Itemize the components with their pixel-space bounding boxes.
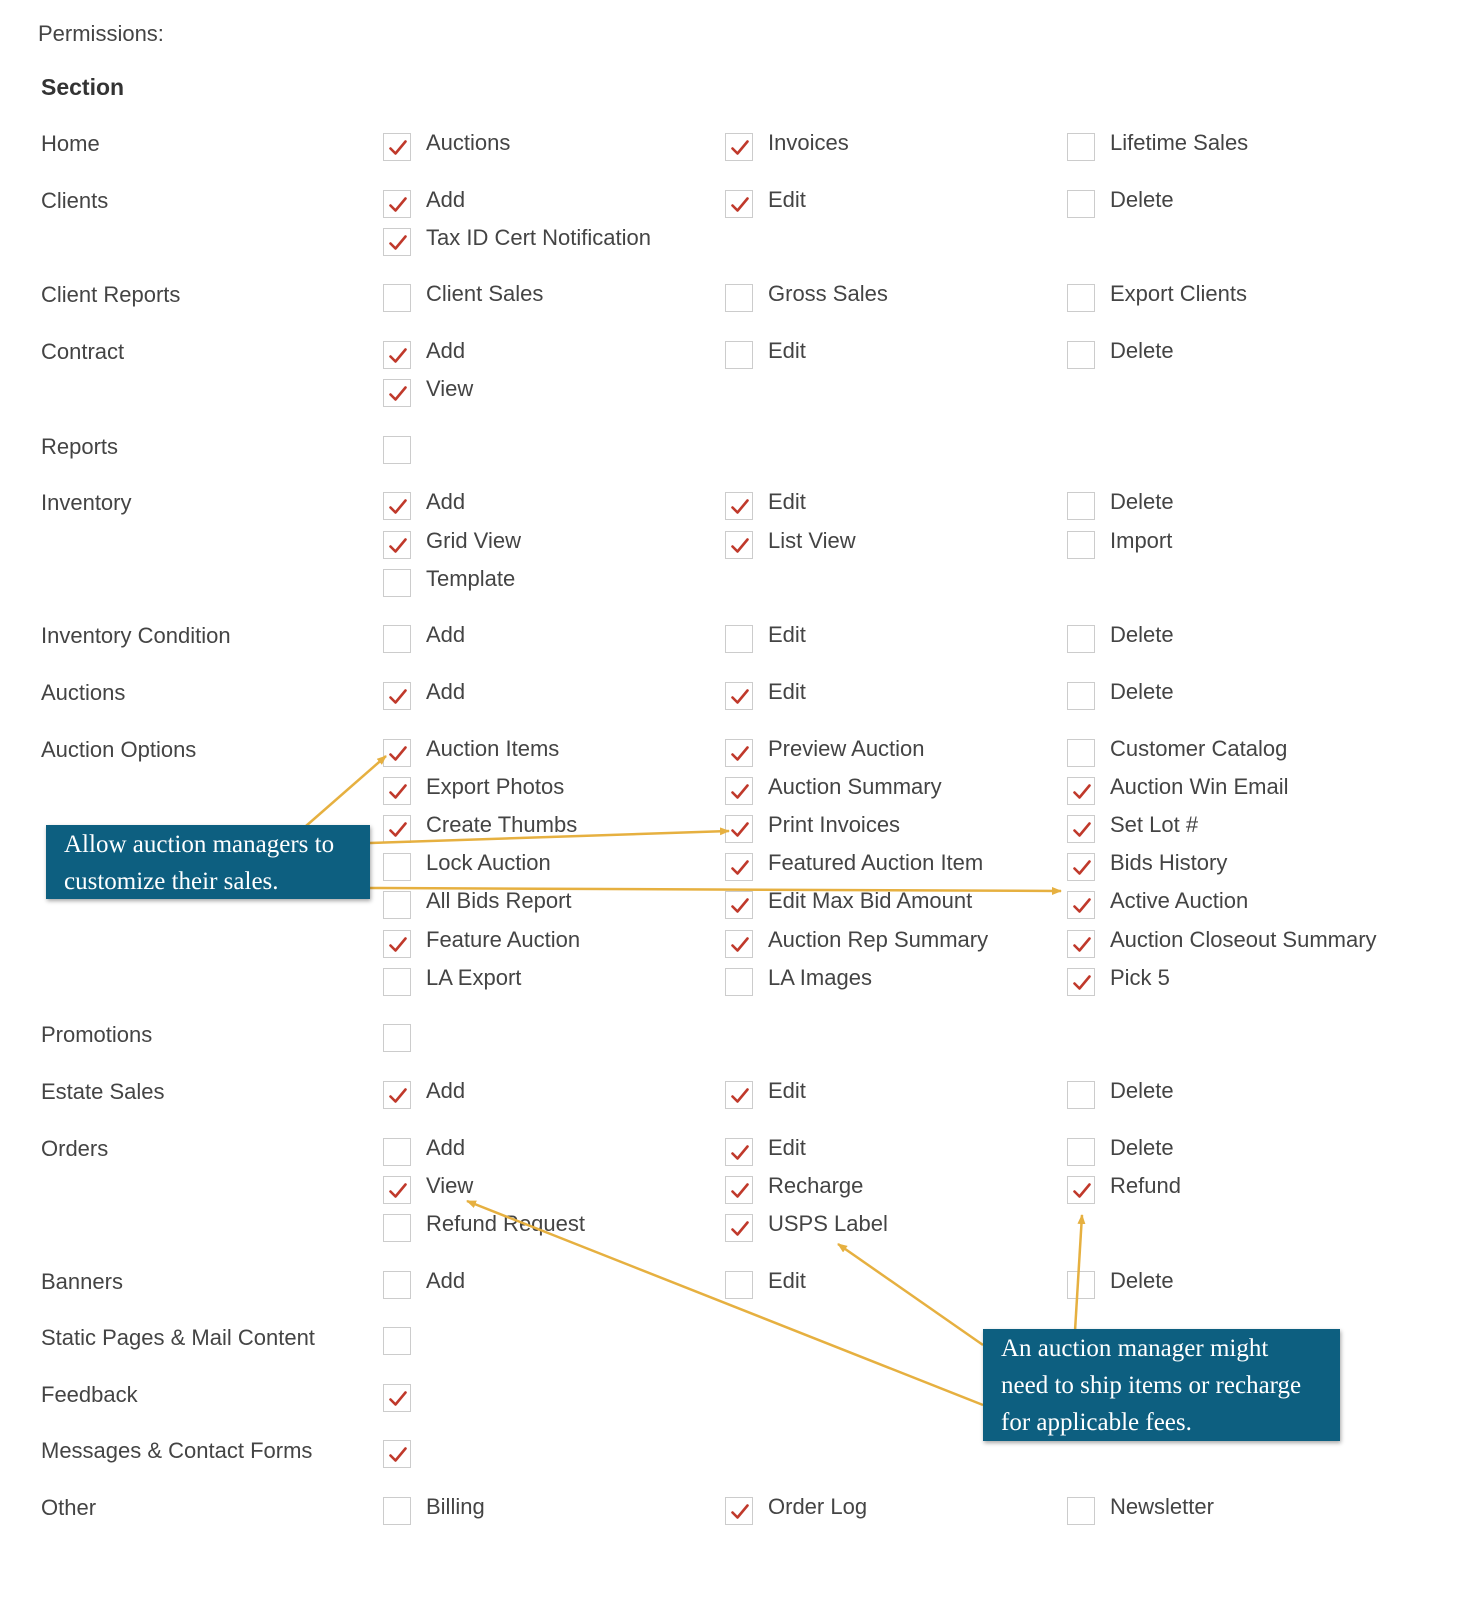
permission-checkbox[interactable] — [725, 815, 753, 843]
permission-orders-edit — [725, 1135, 1045, 1168]
permission-inventory-list-view — [725, 528, 1045, 561]
permission-checkbox[interactable] — [725, 492, 753, 520]
permission-inventory-import — [1067, 528, 1387, 561]
permission-checkbox[interactable] — [1067, 492, 1095, 520]
permission-label: Delete — [1110, 679, 1174, 704]
permission-checkbox[interactable] — [383, 1138, 411, 1166]
permission-auction-options-lock-auction — [383, 850, 703, 883]
permission-auction-options-set-lot-number — [1067, 812, 1387, 845]
permission-clients-tax-id-cert-notification — [383, 225, 703, 258]
permission-label: Order Log — [768, 1494, 868, 1519]
checkmark-icon — [389, 499, 407, 515]
permission-checkbox[interactable] — [1067, 341, 1095, 369]
permission-label: All Bids Report — [426, 888, 572, 913]
permission-checkbox[interactable] — [725, 739, 753, 767]
permission-checkbox[interactable] — [1067, 930, 1095, 958]
permission-banners-delete — [1067, 1268, 1387, 1301]
permission-label: Gross Sales — [768, 281, 888, 306]
checkmark-icon — [1073, 898, 1091, 914]
checkmark-icon — [731, 822, 749, 838]
permission-checkbox[interactable] — [725, 1497, 753, 1525]
permission-auction-options-auction-summary — [725, 774, 1045, 807]
permission-label: Pick 5 — [1110, 965, 1170, 990]
permission-checkbox[interactable] — [383, 190, 411, 218]
permissions-title: Permissions: — [38, 21, 164, 46]
checkmark-icon — [731, 784, 749, 800]
permission-checkbox[interactable] — [1067, 1138, 1095, 1166]
checkmark-icon — [731, 898, 749, 914]
permission-auction-options-auction-rep-summary — [725, 927, 1045, 960]
permission-checkbox[interactable] — [383, 853, 411, 881]
permission-label: Auction Closeout Summary — [1110, 927, 1377, 952]
permission-auction-options-all-bids-report — [383, 888, 703, 921]
permission-banners-edit — [725, 1268, 1045, 1301]
checkmark-icon — [1073, 975, 1091, 991]
permission-label: Delete — [1110, 338, 1174, 363]
permission-label: Edit Max Bid Amount — [768, 888, 973, 913]
permission-label: Bids History — [1110, 850, 1228, 875]
permission-other-newsletter — [1067, 1494, 1387, 1527]
row-label-orders: Orders — [41, 1135, 109, 1161]
permission-label: Lock Auction — [426, 850, 551, 875]
checkmark-icon — [389, 937, 407, 953]
checkmark-icon — [389, 140, 407, 156]
permission-label: Lifetime Sales — [1110, 130, 1249, 155]
permission-checkbox[interactable] — [383, 133, 411, 161]
permission-promotions-enabled — [383, 1024, 703, 1054]
checkmark-icon — [1073, 784, 1091, 800]
checkmark-icon — [731, 746, 749, 762]
permission-checkbox[interactable] — [383, 1497, 411, 1525]
row-label-feedback: Feedback — [41, 1381, 138, 1407]
permission-inventory-delete — [1067, 489, 1387, 522]
permission-label: Add — [426, 489, 466, 514]
permission-inventory-condition-edit — [725, 622, 1045, 655]
checkmark-icon — [731, 689, 749, 705]
permission-auction-options-preview-auction — [725, 736, 1045, 769]
section-column-header: Section — [41, 74, 125, 100]
permission-clients-edit — [725, 187, 1045, 220]
permission-checkbox[interactable] — [1067, 853, 1095, 881]
permission-orders-usps-label — [725, 1211, 1045, 1244]
permission-label: View — [426, 376, 474, 401]
permission-checkbox[interactable] — [383, 891, 411, 919]
permission-label: Invoices — [768, 130, 849, 155]
permission-client-reports-gross-sales — [725, 281, 1045, 314]
checkmark-icon — [731, 499, 749, 515]
permission-feedback-enabled — [383, 1384, 703, 1414]
row-label-contract: Contract — [41, 339, 125, 364]
checkmark-icon — [1073, 860, 1091, 876]
callout-customize-sales — [46, 825, 370, 899]
permission-label: Auction Summary — [768, 774, 942, 799]
permission-label: Set Lot # — [1110, 812, 1199, 837]
permission-auction-options-auction-closeout-summary — [1067, 927, 1387, 960]
permission-checkbox[interactable] — [383, 531, 411, 559]
permission-checkbox[interactable] — [725, 341, 753, 369]
permission-checkbox[interactable] — [725, 284, 753, 312]
permission-checkbox[interactable] — [383, 930, 411, 958]
checkmark-icon — [389, 348, 407, 364]
permission-label: Featured Auction Item — [768, 850, 984, 875]
permission-label: Print Invoices — [768, 812, 901, 837]
permission-label: Billing — [426, 1494, 485, 1519]
checkmark-icon — [1073, 822, 1091, 838]
row-label-messages-and-contact-forms: Messages & Contact Forms — [41, 1438, 313, 1464]
permission-label: LA Images — [768, 965, 872, 990]
callout-line: for applicable fees. — [1001, 1409, 1192, 1436]
callout-line: need to ship items or recharge — [1001, 1372, 1302, 1399]
permission-checkbox[interactable] — [383, 436, 411, 464]
permission-auction-options-la-export — [383, 965, 703, 998]
permission-orders-refund-request — [383, 1211, 703, 1244]
permission-messages-and-contact-forms-enabled — [383, 1440, 703, 1470]
permission-label: Delete — [1110, 187, 1174, 212]
permission-label: Refund Request — [426, 1211, 585, 1236]
permission-home-auctions — [383, 130, 703, 163]
permission-other-billing — [383, 1494, 703, 1527]
permission-clients-add — [383, 187, 703, 220]
permission-checkbox[interactable] — [383, 284, 411, 312]
checkmark-icon — [731, 1088, 749, 1104]
permission-checkbox[interactable] — [1067, 133, 1095, 161]
permission-checkbox[interactable] — [1067, 777, 1095, 805]
permission-home-lifetime-sales — [1067, 130, 1387, 163]
permission-checkbox[interactable] — [1067, 625, 1095, 653]
permission-checkbox[interactable] — [725, 1176, 753, 1204]
row-label-reports: Reports — [41, 433, 119, 459]
permission-banners-add — [383, 1268, 703, 1301]
permission-auctions-edit — [725, 679, 1045, 712]
permission-label: Auction Win Email — [1110, 774, 1289, 799]
row-label-inventory-condition: Inventory Condition — [41, 623, 231, 649]
permission-checkbox[interactable] — [1067, 968, 1095, 996]
permission-checkbox[interactable] — [1067, 815, 1095, 843]
checkmark-icon — [389, 1183, 407, 1199]
permission-label: Import — [1110, 528, 1173, 553]
permission-label: Delete — [1110, 1268, 1174, 1293]
permission-checkbox[interactable] — [383, 228, 411, 256]
callout-ship-recharge — [983, 1329, 1340, 1441]
checkmark-icon — [389, 1391, 407, 1407]
row-label-auctions: Auctions — [41, 680, 126, 705]
permission-checkbox[interactable] — [383, 1081, 411, 1109]
permission-checkbox[interactable] — [383, 739, 411, 767]
permission-label: Edit — [768, 1268, 806, 1293]
permission-checkbox[interactable] — [1067, 891, 1095, 919]
checkmark-icon — [389, 689, 407, 705]
row-label-client-reports: Client Reports — [41, 282, 181, 308]
permission-label: Edit — [768, 1078, 806, 1103]
permission-auction-options-feature-auction — [383, 927, 703, 960]
permission-label: Add — [426, 338, 466, 363]
permission-checkbox[interactable] — [1067, 1081, 1095, 1109]
permission-checkbox[interactable] — [1067, 739, 1095, 767]
permission-other-order-log — [725, 1494, 1045, 1527]
permission-checkbox[interactable] — [383, 379, 411, 407]
checkmark-icon — [731, 197, 749, 213]
permission-clients-delete — [1067, 187, 1387, 220]
checkmark-icon — [1073, 937, 1091, 953]
permission-checkbox[interactable] — [725, 1271, 753, 1299]
permission-checkbox[interactable] — [725, 1081, 753, 1109]
row-label-clients: Clients — [41, 187, 109, 213]
checkmark-icon — [731, 860, 749, 876]
permission-inventory-edit — [725, 489, 1045, 522]
permission-label: Template — [426, 566, 516, 591]
permission-checkbox[interactable] — [383, 341, 411, 369]
permission-checkbox[interactable] — [725, 625, 753, 653]
checkmark-icon — [731, 1504, 749, 1520]
permission-reports-enabled — [383, 436, 703, 466]
permission-checkbox[interactable] — [725, 190, 753, 218]
permission-label: Delete — [1110, 1078, 1174, 1103]
permission-auctions-add — [383, 679, 703, 712]
checkmark-icon — [389, 197, 407, 213]
permission-checkbox[interactable] — [1067, 190, 1095, 218]
checkmark-icon — [1073, 1183, 1091, 1199]
permission-inventory-condition-add — [383, 622, 703, 655]
permission-auction-options-active-auction — [1067, 888, 1387, 921]
permission-label: Add — [426, 679, 466, 704]
permission-checkbox[interactable] — [1067, 531, 1095, 559]
permission-estate-sales-delete — [1067, 1078, 1387, 1111]
permission-checkbox[interactable] — [1067, 682, 1095, 710]
permission-label: Active Auction — [1110, 888, 1249, 913]
permission-label: Auctions — [426, 130, 511, 155]
row-label-static-pages-and-mail-content: Static Pages & Mail Content — [41, 1325, 315, 1351]
permission-checkbox[interactable] — [725, 891, 753, 919]
permission-auctions-delete — [1067, 679, 1387, 712]
checkmark-icon — [389, 784, 407, 800]
permission-label: Add — [426, 187, 466, 212]
permission-static-pages-and-mail-content-enabled — [383, 1327, 703, 1357]
permission-label: Tax ID Cert Notification — [426, 225, 651, 250]
permission-checkbox[interactable] — [383, 1214, 411, 1242]
permission-label: Export Photos — [426, 774, 565, 799]
permission-auction-options-create-thumbs — [383, 812, 703, 845]
permission-label: Edit — [768, 187, 806, 212]
permission-auction-options-auction-items — [383, 736, 703, 769]
permission-label: Add — [426, 1268, 466, 1293]
permission-label: List View — [768, 528, 856, 553]
permission-checkbox[interactable] — [383, 682, 411, 710]
permission-auction-options-featured-auction-item — [725, 850, 1045, 883]
row-label-banners: Banners — [41, 1268, 123, 1294]
permission-checkbox[interactable] — [725, 1214, 753, 1242]
permission-checkbox[interactable] — [725, 133, 753, 161]
permission-label: Edit — [768, 1135, 806, 1160]
permission-checkbox[interactable] — [383, 777, 411, 805]
permission-checkbox[interactable] — [1067, 1497, 1095, 1525]
permission-label: Delete — [1110, 622, 1174, 647]
callout-line: An auction manager might — [1001, 1335, 1269, 1362]
permission-orders-view — [383, 1173, 703, 1206]
permission-checkbox[interactable] — [1067, 1271, 1095, 1299]
permission-label: Delete — [1110, 1135, 1174, 1160]
permission-estate-sales-add — [383, 1078, 703, 1111]
permission-auction-options-print-invoices — [725, 812, 1045, 845]
permission-checkbox[interactable] — [383, 625, 411, 653]
permission-checkbox[interactable] — [383, 1384, 411, 1412]
permission-auction-options-customer-catalog — [1067, 736, 1387, 769]
permission-checkbox[interactable] — [1067, 284, 1095, 312]
permission-orders-recharge — [725, 1173, 1045, 1206]
permission-label: Recharge — [768, 1173, 864, 1198]
permission-client-reports-client-sales — [383, 281, 703, 314]
permission-checkbox[interactable] — [383, 569, 411, 597]
permission-auction-options-pick-5 — [1067, 965, 1387, 998]
permission-checkbox[interactable] — [383, 492, 411, 520]
row-label-promotions: Promotions — [41, 1022, 153, 1048]
permission-checkbox[interactable] — [383, 815, 411, 843]
permission-orders-delete — [1067, 1135, 1387, 1168]
permission-label: Customer Catalog — [1110, 736, 1288, 761]
permission-checkbox[interactable] — [383, 1024, 411, 1052]
permission-checkbox[interactable] — [725, 531, 753, 559]
permission-label: Add — [426, 1078, 466, 1103]
checkmark-icon — [731, 1183, 749, 1199]
checkmark-icon — [731, 1145, 749, 1161]
permission-label: LA Export — [426, 965, 522, 990]
permission-label: Create Thumbs — [426, 812, 578, 837]
permission-checkbox[interactable] — [725, 1138, 753, 1166]
permission-client-reports-export-clients — [1067, 281, 1387, 314]
permission-label: Grid View — [426, 528, 521, 553]
permission-auction-options-auction-win-email — [1067, 774, 1387, 807]
row-label-inventory: Inventory — [41, 490, 132, 516]
permission-label: Feature Auction — [426, 927, 581, 952]
permission-label: Preview Auction — [768, 736, 925, 761]
permission-checkbox[interactable] — [383, 968, 411, 996]
permission-orders-refund — [1067, 1173, 1387, 1206]
permission-contract-add — [383, 338, 703, 371]
permission-auction-options-export-photos — [383, 774, 703, 807]
checkmark-icon — [731, 1221, 749, 1237]
checkmark-icon — [389, 1088, 407, 1104]
checkmark-icon — [389, 1447, 407, 1463]
permission-checkbox[interactable] — [383, 1327, 411, 1355]
permission-contract-view — [383, 376, 703, 409]
row-label-home: Home — [41, 131, 100, 156]
permission-checkbox[interactable] — [725, 930, 753, 958]
checkmark-icon — [389, 235, 407, 251]
permission-label: Client Sales — [426, 281, 544, 306]
permission-label: Edit — [768, 489, 806, 514]
callout-line: Allow auction managers to — [64, 831, 335, 858]
permission-auction-options-bids-history — [1067, 850, 1387, 883]
checkmark-icon — [389, 538, 407, 554]
permission-label: Edit — [768, 679, 806, 704]
permission-checkbox[interactable] — [383, 1176, 411, 1204]
checkmark-icon — [731, 937, 749, 953]
permission-orders-add — [383, 1135, 703, 1168]
permission-home-invoices — [725, 130, 1045, 163]
permission-checkbox[interactable] — [725, 853, 753, 881]
permission-checkbox[interactable] — [383, 1440, 411, 1468]
permission-label: Export Clients — [1110, 281, 1247, 306]
permission-checkbox[interactable] — [725, 777, 753, 805]
permission-checkbox[interactable] — [1067, 1176, 1095, 1204]
checkmark-icon — [731, 538, 749, 554]
permission-label: Newsletter — [1110, 1494, 1214, 1519]
checkmark-icon — [389, 822, 407, 838]
checkmark-icon — [389, 746, 407, 762]
permission-contract-edit — [725, 338, 1045, 371]
permission-estate-sales-edit — [725, 1078, 1045, 1111]
row-label-other: Other — [41, 1495, 97, 1520]
checkmark-icon — [731, 140, 749, 156]
permission-label: Refund — [1110, 1173, 1181, 1198]
permission-checkbox[interactable] — [725, 682, 753, 710]
permission-checkbox[interactable] — [725, 968, 753, 996]
permission-label: Add — [426, 1135, 466, 1160]
permission-auction-options-la-images — [725, 965, 1045, 998]
permission-label: Auction Items — [426, 736, 560, 761]
checkmark-icon — [389, 386, 407, 402]
row-label-estate-sales: Estate Sales — [41, 1079, 165, 1104]
permission-label: Edit — [768, 338, 806, 363]
permission-label: View — [426, 1173, 474, 1198]
permission-inventory-template — [383, 566, 703, 599]
permission-inventory-grid-view — [383, 528, 703, 561]
callout-line: customize their sales. — [64, 868, 279, 895]
permission-label: Delete — [1110, 489, 1174, 514]
permission-label: Auction Rep Summary — [768, 927, 989, 952]
permission-auction-options-edit-max-bid-amount — [725, 888, 1045, 921]
row-label-auction-options: Auction Options — [41, 736, 197, 762]
permission-inventory-add — [383, 489, 703, 522]
permission-label: Add — [426, 622, 466, 647]
permission-inventory-condition-delete — [1067, 622, 1387, 655]
permission-label: USPS Label — [768, 1211, 888, 1236]
permission-label: Edit — [768, 622, 806, 647]
permission-checkbox[interactable] — [383, 1271, 411, 1299]
permission-contract-delete — [1067, 338, 1387, 371]
